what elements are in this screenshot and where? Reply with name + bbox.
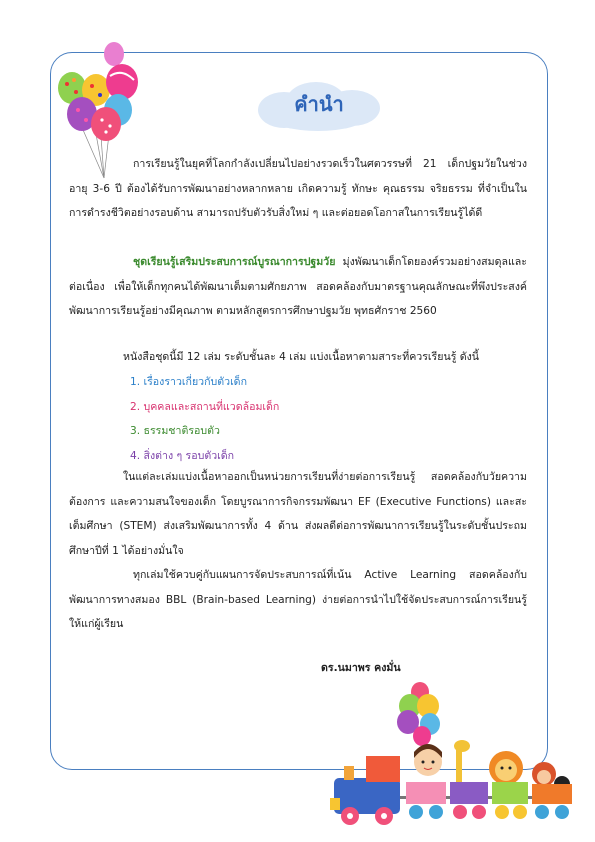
intro-paragraph: การเรียนรู้ในยุคที่โลกกำลังเปลี่ยนไปอย่างรวดเร็วในศตวรรษที่ 21 เด็กปฐมวัยในช่วงอายุ 3-6 ปี ต้องได้รับการพัฒนาอย่างหลากหลาย เกิดความรู้ ทักษะ คุณธรรม จริยธรรม ที่จำเป็นในการดำรงชีวิตอย่างรอบด้าน สามารถปรับตัวรับสิ่งใหม่ ๆ และต่อยอดโอกาสในการเรียนรู้ได้ดี xyxy=(69,158,527,219)
contents-intro: หนังสือชุดนี้มี 12 เล่ม ระดับชั้นละ 4 เล่ม แบ่งเนื้อหาตามสาระที่ควรเรียนรู้ ดังนี้ xyxy=(123,351,480,363)
list-item: 2. บุคคลและสถานที่แวดล้อมเด็ก xyxy=(130,400,280,413)
series-name: ชุดเรียนรู้เสริมประสบการณ์บูรณาการปฐมวัย xyxy=(133,256,336,268)
train-illustration xyxy=(330,678,580,828)
series-paragraph: ชุดเรียนรู้เสริมประสบการณ์บูรณาการปฐมวัย มุ่งพัฒนาเด็กโดยองค์รวมอย่างสมดุลและต่อเนื่อง เพื่อให้เด็กทุกคนได้พัฒนาเต็มตามศักยภาพ สอดคล้องกับมาตรฐานคุณลักษณะที่พึงประสงค์ พัฒนาการเรียนรู้อย่างมีคุณภาพ ตามหลักสูตรการศึกษาปฐมวัย พุทธศักราช 2560 xyxy=(69,256,527,317)
usage-paragraph: ทุกเล่มใช้ควบคู่กับแผนการจัดประสบการณ์ที่เน้น Active Learning สอดคล้องกับพัฒนาการทางสมอง BBL (Brain-based Learning) ง่ายต่อการนำไปใช้จัดประสบการณ์การเรียนรู้ให้แก่ผู้เรียน xyxy=(69,569,527,630)
list-item: 4. สิ่งต่าง ๆ รอบตัวเด็ก xyxy=(130,449,235,462)
content-paragraph: ในแต่ละเล่มแบ่งเนื้อหาออกเป็นหน่วยการเรียนที่ง่ายต่อการเรียนรู้ สอดคล้องกับวัยความต้องการ และความสนใจของเด็ก โดยบูรณาการกิจกรรมพัฒนา EF (Executive Functions) และสะเต็มศึกษา (STEM) ส่งเสริมพัฒนาการทั้ง 4 ด้าน ส่งผลดีต่อการพัฒนาการเรียนรู้ในระดับชั้นประถมศึกษาปีที่ 1 ได้อย่างมั่นใจ xyxy=(69,471,527,557)
list-item: 1. เรื่องราวเกี่ยวกับตัวเด็ก xyxy=(130,376,247,388)
topic-list xyxy=(130,370,279,468)
author-signature: ดร.นมาพร คงมั่น xyxy=(321,662,401,674)
list-item: 3. ธรรมชาติรอบตัว xyxy=(130,425,220,437)
page-title: คำนำ xyxy=(294,92,344,116)
